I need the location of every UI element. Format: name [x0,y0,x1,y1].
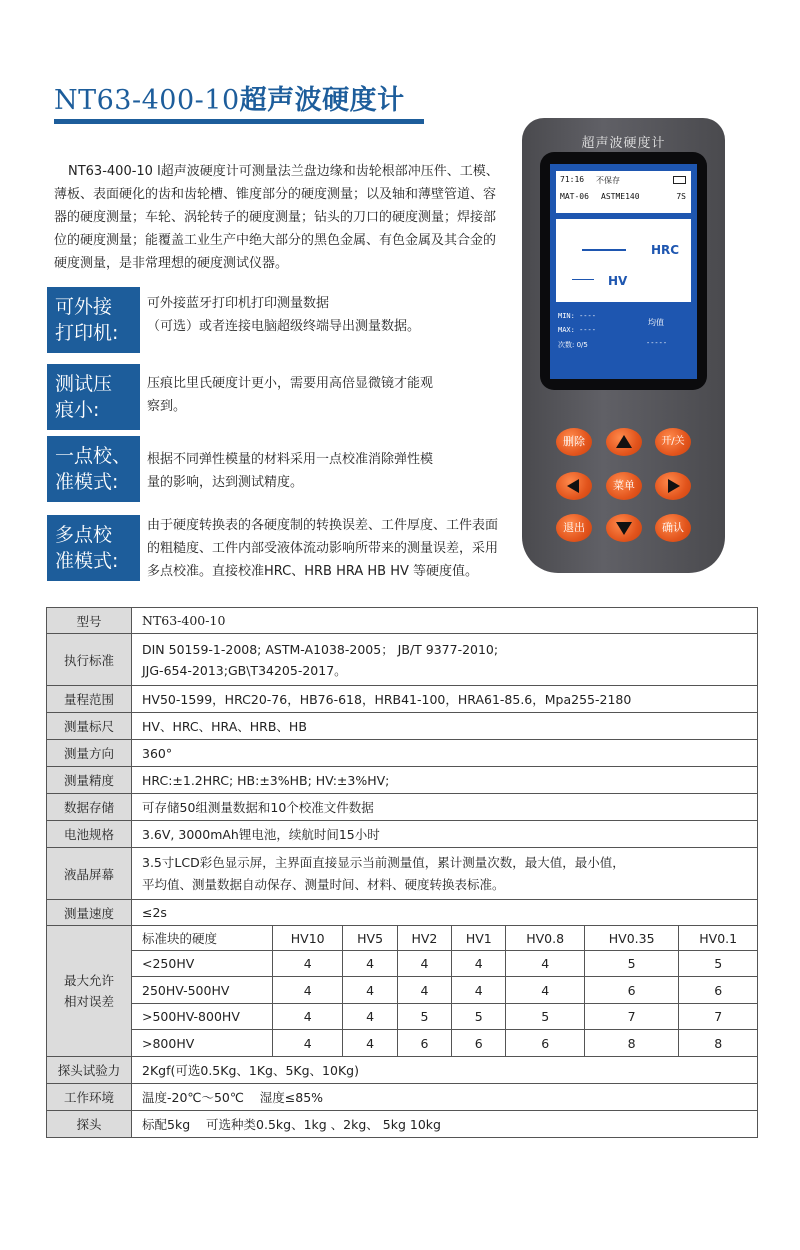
screen-times: 次数: 0/5 [558,341,588,349]
error-cell: 250HV-500HV [132,977,273,1004]
table-row [47,821,758,848]
menu-button[interactable]: 菜单 [606,472,642,500]
scale-value: HV、HRC、HRA、HRB、HB [132,713,758,740]
sub-reading-dash [572,279,594,280]
error-header-cell: HV10 [273,926,343,951]
error-cell: 4 [452,977,506,1004]
error-cell: 4 [506,951,584,977]
left-button[interactable] [556,472,592,500]
table-row [47,1111,758,1138]
probe-label: 探头 [47,1111,132,1138]
error-cell: 5 [506,1004,584,1030]
error-cell: 4 [452,951,506,977]
storage-value: 可存储50组测量数据和10个校准文件数据 [132,794,758,821]
error-header-cell: HV1 [452,926,506,951]
error-cell: 4 [397,977,451,1004]
direction-value: 360° [132,740,758,767]
exit-button[interactable]: 退出 [556,514,592,542]
speed-value: ≤2s [132,900,758,926]
up-arrow-icon [616,435,632,448]
error-cell: 4 [273,977,343,1004]
error-header-cell: HV0.35 [584,926,679,951]
delete-button[interactable]: 删除 [556,428,592,456]
up-button[interactable] [606,428,642,456]
screen-status-panel [556,171,691,213]
env-value: 温度-20℃～50℃ 湿度≤85% [132,1084,758,1111]
feature-indent-text: 压痕比里氏硬度计更小，需要用高倍显微镜才能观 察到。 [147,376,434,414]
main-reading-dash [582,249,626,251]
accuracy-label: 测量精度 [47,767,132,794]
table-row [47,794,758,821]
table-row [47,634,758,686]
battery-label: 电池规格 [47,821,132,848]
confirm-button[interactable]: 确认 [655,514,691,542]
table-row [47,686,758,713]
battery-icon [673,176,686,184]
screen-min: MIN: ---- [558,312,596,320]
error-header-cell: 标准块的硬度 [132,926,273,951]
table-row [47,1030,758,1057]
screen-standard: ASTME140 [601,192,640,201]
feature-printer-text: 可外接蓝牙打印机打印测量数据 （可选）或者连接电脑超级终端导出测量数据。 [147,296,421,334]
screen-max: MAX: ---- [558,326,596,334]
error-cell: 5 [679,951,758,977]
right-button[interactable] [655,472,691,500]
feature-printer-title: 可外接 打印机: [47,287,140,353]
force-value: 2Kgf(可选0.5Kg、1Kg、5Kg、10Kg) [132,1057,758,1084]
model-value: NT63-400-10 [132,608,758,634]
error-cell: 4 [343,977,397,1004]
error-cell: 5 [397,1004,451,1030]
sub-unit: HV [608,274,628,288]
error-cell: 8 [679,1030,758,1057]
error-cell: 4 [343,1004,397,1030]
screen-stats-panel [556,308,691,358]
spec-table [46,607,758,1138]
error-cell: 7 [584,1004,679,1030]
range-value: HV50-1599，HRC20-76，HB76-618，HRB41-100，HRA61-85.6，Mpa255-2180 [132,686,758,713]
screen-time: 71:16 [560,175,585,184]
error-cell: >500HV-800HV [132,1004,273,1030]
screen-save-mode: 不保存 [596,176,620,185]
error-header-cell: HV0.1 [679,926,758,951]
error-cell: >800HV [132,1030,273,1057]
right-arrow-icon [668,479,680,493]
error-cell: 6 [452,1030,506,1057]
env-label: 工作环境 [47,1084,132,1111]
feature-single-cal-text: 根据不同弹性模量的材料采用一点校准消除弹性模 量的影响，达到测试精度。 [147,452,434,490]
table-row [47,977,758,1004]
table-row [47,1084,758,1111]
hardness-tester-device [522,118,725,573]
table-row [47,951,758,977]
title-model-code: NT63-400-10 [54,85,240,116]
model-label: 型号 [47,608,132,634]
lcd-label: 液晶屏幕 [47,848,132,900]
error-cell: 4 [273,1004,343,1030]
scale-label: 测量标尺 [47,713,132,740]
force-label: 探头试验力 [47,1057,132,1084]
error-cell: 5 [584,951,679,977]
screen-reading-panel [556,219,691,302]
speed-label: 测量速度 [47,900,132,926]
error-cell: 8 [584,1030,679,1057]
feature-multi-cal-text: 由于硬度转换表的各硬度制的转换误差、工件厚度、工件表面 的粗糙度、工件内部受液体流动影响所带来的测量误差，采用 多点校准。直接校准HRC、HRB HRA HB HV 等硬度值。 [147,518,499,579]
error-cell: 6 [584,977,679,1004]
table-row [47,767,758,794]
error-cell: 6 [397,1030,451,1057]
error-header-cell: HV5 [343,926,397,951]
down-arrow-icon [616,522,632,535]
table-row [47,848,758,900]
error-cell: 4 [273,1030,343,1057]
standard-value: DIN 50159-1-2008; ASTM-A1038-2005； JB/T 9377-2010; JJG-654-2013;GB\T34205-2017。 [132,634,758,686]
table-row [47,900,758,926]
error-cell: 4 [273,951,343,977]
storage-label: 数据存储 [47,794,132,821]
error-cell: <250HV [132,951,273,977]
feature-indent-title: 测试压 痕小: [47,364,140,430]
screen-count: 7S [676,192,686,201]
device-label: 超声波硬度计 [581,136,666,151]
device-screen-bezel [540,152,707,390]
error-cell: 4 [343,1030,397,1057]
standard-label: 执行标准 [47,634,132,686]
battery-value: 3.6V, 3000mAh锂电池，续航时间15小时 [132,821,758,848]
direction-label: 测量方向 [47,740,132,767]
error-cell: 6 [679,977,758,1004]
intro-paragraph: NT63-400-10 l超声波硬度计可测量法兰盘边缘和齿轮根部冲压件、工模、薄板、表面硬化的齿和齿轮槽、锥度部分的硬度测量；以及轴和薄壁管道、容器的硬度测量；车轮、涡轮转子的硬度测量；钻头的刀口的硬度测量；焊接部位的硬度测量；能覆盖工业生产中绝大部分的黑色金属、有色金属及其合金的硬度测量，是非常理想的硬度测试仪器。 [54,164,499,271]
error-label: 最大允许 相对误差 [47,926,132,1057]
title-product-name: 超声波硬度计 [239,85,405,116]
device-screen [550,164,697,379]
table-row [47,1004,758,1030]
feature-single-cal-title: 一点校、 准模式: [47,436,140,502]
error-cell: 6 [506,1030,584,1057]
error-cell: 5 [452,1004,506,1030]
error-cell: 4 [343,951,397,977]
page-title [54,78,405,117]
table-row [47,713,758,740]
feature-multi-cal-title: 多点校 准模式: [47,515,140,581]
down-button[interactable] [606,514,642,542]
table-row [47,926,758,951]
accuracy-value: HRC:±1.2HRC; HB:±3%HB; HV:±3%HV; [132,767,758,794]
left-arrow-icon [567,479,579,493]
screen-material: MAT-06 [560,192,589,201]
screen-avg-label: 均值 [648,318,664,327]
table-row [47,740,758,767]
error-header-cell: HV0.8 [506,926,584,951]
title-underline [54,119,424,124]
error-header-cell: HV2 [397,926,451,951]
lcd-value: 3.5寸LCD彩色显示屏，主界面直接显示当前测量值，累计测量次数，最大值，最小值， 平均值、测量数据自动保存、测量时间、材料、硬度转换表标准。 [132,848,758,900]
error-cell: 4 [397,951,451,977]
error-cell: 4 [506,977,584,1004]
power-button[interactable]: 开/关 [655,428,691,456]
table-row [47,608,758,634]
probe-value: 标配5kg 可选种类0.5kg、1kg 、2kg、 5kg 10kg [132,1111,758,1138]
table-row [47,1057,758,1084]
range-label: 量程范围 [47,686,132,713]
screen-avg-value: ----- [646,339,668,347]
error-cell: 7 [679,1004,758,1030]
main-unit: HRC [651,243,680,257]
